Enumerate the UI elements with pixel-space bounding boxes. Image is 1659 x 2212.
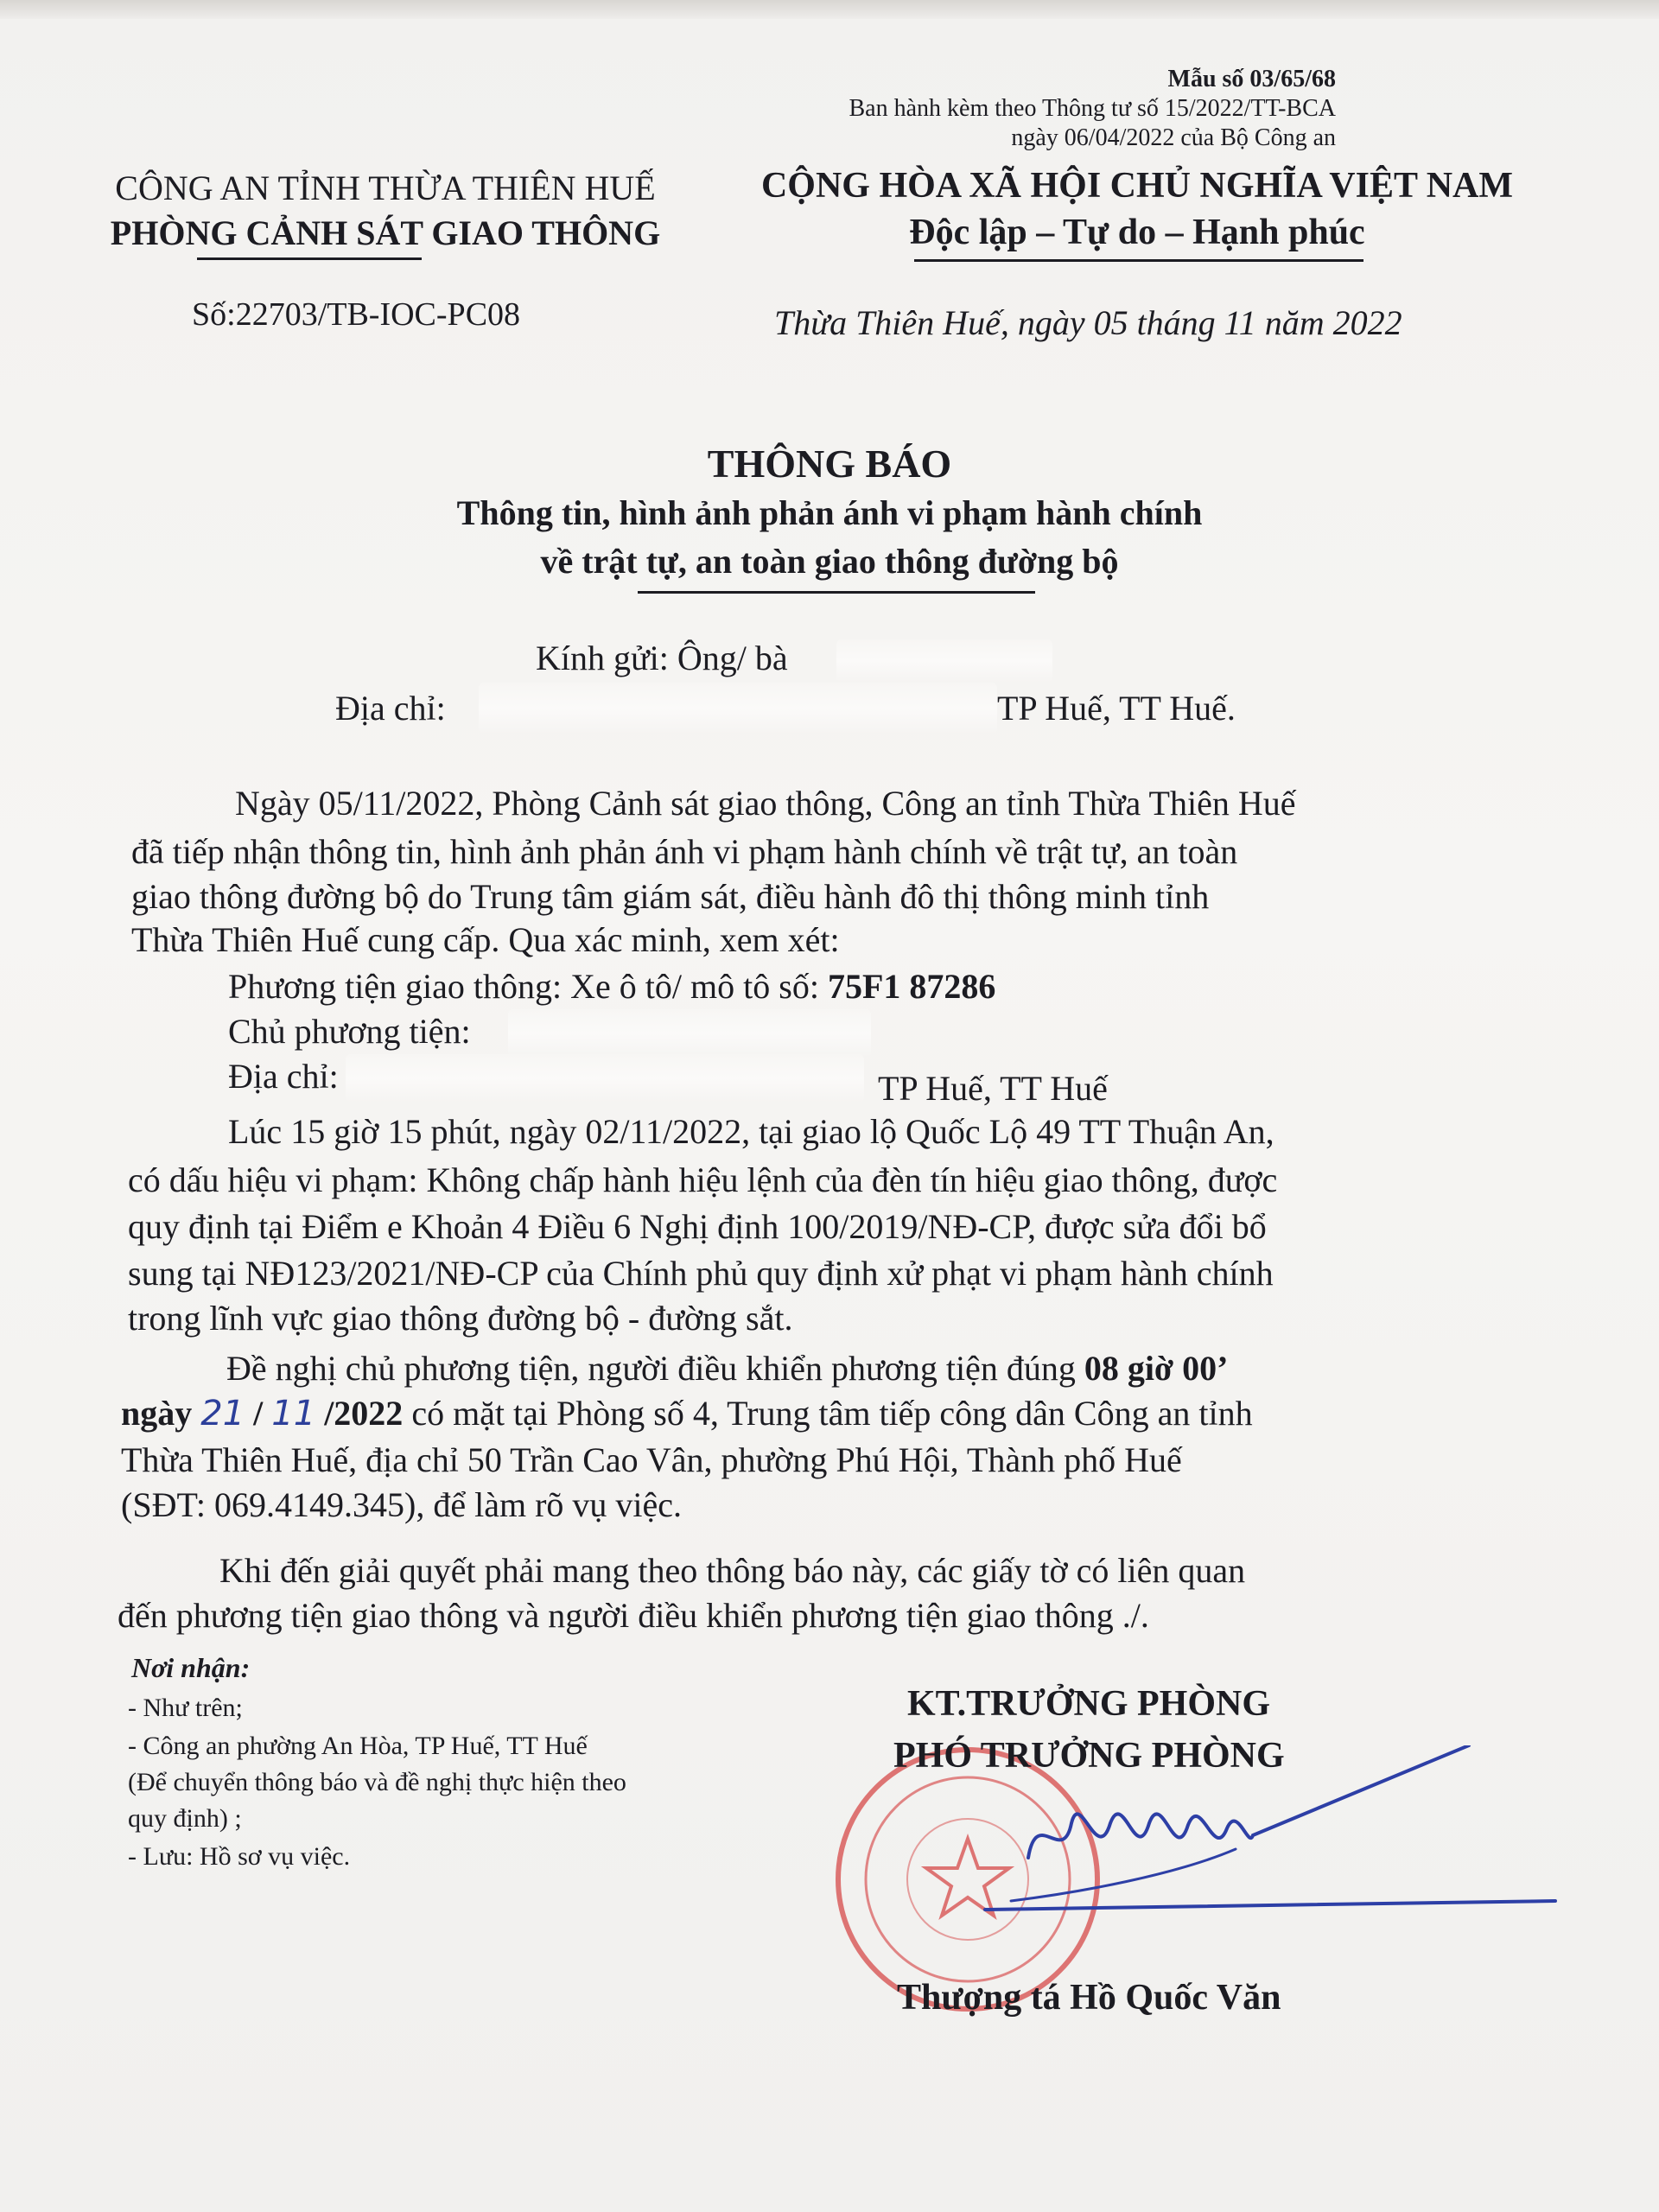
body-line: Thừa Thiên Huế cung cấp. Qua xác minh, xem xét: xyxy=(131,920,840,959)
form-issued-with: Ban hành kèm theo Thông tư số 15/2022/TT-BCA xyxy=(849,95,1336,122)
body-line: sung tại NĐ123/2021/NĐ-CP của Chính phủ quy định xử phạt vi phạm hành chính xyxy=(128,1254,1274,1293)
handwritten-signature xyxy=(950,1745,1573,1953)
country-name: CỘNG HÒA XÃ HỘI CHỦ NGHĨA VIỆT NAM xyxy=(760,166,1514,206)
appointment-line xyxy=(226,1348,1228,1389)
owner-address-label: Địa chỉ: xyxy=(228,1057,339,1096)
body-line: Khi đến giải quyết phải mang theo thông báo này, các giấy tờ có liên quan xyxy=(219,1551,1246,1590)
form-number-block xyxy=(849,65,1337,153)
body-line: Lúc 15 giờ 15 phút, ngày 02/11/2022, tại giao lộ Quốc Lộ 49 TT Thuận An, xyxy=(228,1112,1274,1151)
appointment-date-line: ngày 21 / 11 /2022 có mặt tại Phòng số 4, Trung tâm tiếp công dân Công an tỉnh xyxy=(121,1394,1253,1433)
recipient-item: - Lưu: Hồ sơ vụ việc. xyxy=(128,1842,351,1871)
signature-title-2: PHÓ TRƯỞNG PHÒNG xyxy=(893,1736,1285,1776)
agency-parent: CÔNG AN TỈNH THỪA THIÊN HUẾ xyxy=(115,168,656,207)
document-title: THÔNG BÁO xyxy=(707,442,952,486)
recipient-item: (Để chuyển thông báo và đề nghị thực hiện theo xyxy=(128,1768,626,1796)
signature-title-1: KT.TRƯỞNG PHÒNG xyxy=(907,1684,1270,1724)
redacted-recipient-address xyxy=(479,683,997,734)
redacted-recipient-name xyxy=(836,639,1052,683)
form-number: Mẫu số 03/65/68 xyxy=(1167,66,1336,92)
handwritten-day: 21 xyxy=(200,1394,245,1433)
body-line: Ngày 05/11/2022, Phòng Cảnh sát giao thông, Công an tỉnh Thừa Thiên Huế xyxy=(235,784,1296,823)
recipient-greeting: Kính gửi: Ông/ bà xyxy=(536,639,788,677)
top-shadow xyxy=(0,0,1659,19)
appointment-place: có mặt tại Phòng số 4, Trung tâm tiếp công dân Công an tỉnh xyxy=(411,1394,1253,1433)
appointment-date-prefix: ngày xyxy=(121,1394,193,1433)
document-subtitle-2: về trật tự, an toàn giao thông đường bộ xyxy=(540,542,1119,581)
appointment-year: /2022 xyxy=(324,1394,404,1433)
body-line: (SĐT: 069.4149.345), để làm rõ vụ việc. xyxy=(121,1485,683,1524)
vehicle-plate: 75F1 87286 xyxy=(827,967,996,1006)
appointment-time: 08 giờ 00’ xyxy=(1084,1349,1229,1388)
recipients-heading: Nơi nhận: xyxy=(131,1652,251,1683)
form-issued-date: ngày 06/04/2022 của Bộ Công an xyxy=(1011,124,1336,151)
body-line: quy định tại Điểm e Khoản 4 Điều 6 Nghị định 100/2019/NĐ-CP, được sửa đổi bổ xyxy=(128,1207,1267,1246)
body-line: đến phương tiện giao thông và người điều khiển phương tiện giao thông ./. xyxy=(118,1596,1149,1635)
national-motto: Độc lập – Tự do – Hạnh phúc xyxy=(909,213,1365,252)
vehicle-label xyxy=(228,966,995,1007)
document-number: Số:22703/TB-IOC-PC08 xyxy=(192,296,521,333)
body-line: Thừa Thiên Huế, địa chỉ 50 Trần Cao Vân, phường Phú Hội, Thành phố Huế xyxy=(121,1440,1182,1479)
agency-block xyxy=(83,166,688,256)
vehicle-label-text: Phương tiện giao thông: Xe ô tô/ mô tô số: xyxy=(228,967,819,1006)
document-place-date: Thừa Thiên Huế, ngày 05 tháng 11 năm 2022 xyxy=(774,303,1402,342)
motto-underline xyxy=(914,259,1363,262)
owner-label: Chủ phương tiện: xyxy=(228,1012,471,1051)
agency-name: PHÒNG CẢNH SÁT GIAO THÔNG xyxy=(110,213,661,252)
appointment-request: Đề nghị chủ phương tiện, người điều khiển phương tiện đúng xyxy=(226,1349,1076,1388)
title-underline xyxy=(638,591,1035,594)
signer-name: Thượng tá Hồ Quốc Văn xyxy=(897,1978,1281,2018)
redacted-owner-address xyxy=(346,1054,864,1103)
body-line: đã tiếp nhận thông tin, hình ảnh phản ánh vi phạm hành chính về trật tự, an toàn xyxy=(131,832,1238,871)
body-line: giao thông đường bộ do Trung tâm giám sát, điều hành đô thị thông minh tỉnh xyxy=(131,877,1210,916)
national-header xyxy=(722,162,1552,256)
recipient-item: quy định) ; xyxy=(128,1804,242,1833)
recipient-item: - Công an phường An Hòa, TP Huế, TT Huế xyxy=(128,1732,588,1760)
document-subtitle-1: Thông tin, hình ảnh phản ánh vi phạm hành chính xyxy=(456,493,1203,532)
redacted-owner-name xyxy=(508,1009,871,1058)
recipient-address-suffix: TP Huế, TT Huế. xyxy=(997,689,1236,728)
recipient-item: - Như trên; xyxy=(128,1694,243,1722)
agency-underline xyxy=(197,257,422,260)
owner-address-suffix: TP Huế, TT Huế xyxy=(878,1069,1108,1108)
handwritten-month: 11 xyxy=(271,1394,316,1433)
recipient-address-label: Địa chỉ: xyxy=(335,689,446,728)
body-line: có dấu hiệu vi phạm: Không chấp hành hiệu lệnh của đèn tín hiệu giao thông, được xyxy=(128,1160,1278,1199)
body-line: trong lĩnh vực giao thông đường bộ - đường sắt. xyxy=(128,1299,793,1338)
